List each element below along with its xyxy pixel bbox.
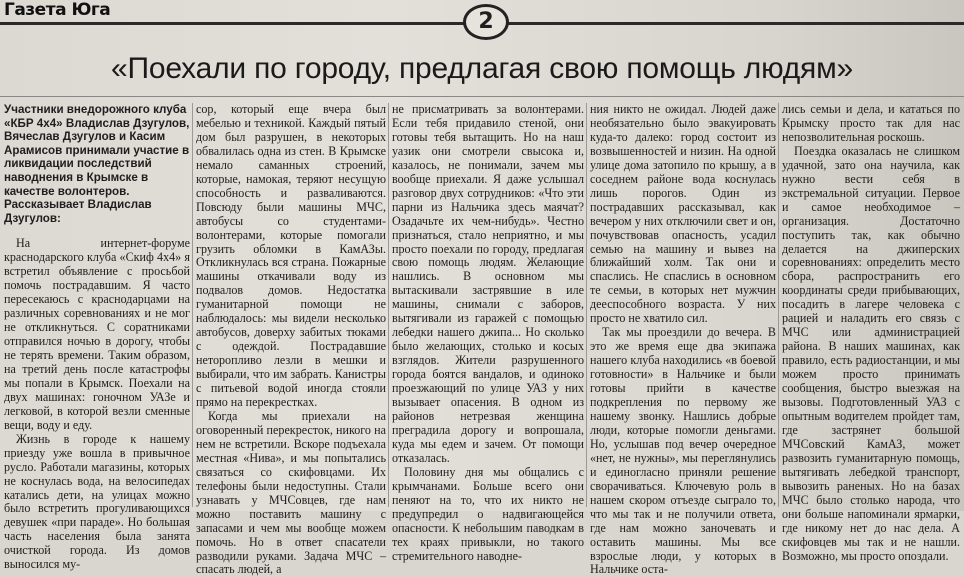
column-paragraph: Когда мы приехали на оговоренный перекресток, никого на нем не встретили. Вскоре подъехала местная «Нива», и мы попытались связаться со скифовцами. Их телефоны были недоступны. Стали узнавать у МЧСовцев, где нам можно поставить машину с запасами и чем мы вообще можем помочь. Но в ответ спасатели разводили руками. Задача МЧС – спасать людей, а [196, 408, 386, 577]
column-divider [388, 103, 389, 507]
article-column-1 [4, 103, 190, 572]
article-column-5 [782, 102, 960, 563]
newspaper-name: Газета Юга [4, 0, 111, 20]
article-column-4 [590, 102, 776, 577]
column-paragraph: Жизнь в городе к нашему приезду уже вошла в привычное русло. Работали магазины, которых не коснулась вода, на велосипедах катались дети, на улицах можно было встретить прогуливающихся девушек «при параде». Но большая часть населения была занята очисткой города. Из домов выносился му- [4, 431, 190, 572]
column-paragraph: На интернет-форуме краснодарского клуба «Скиф 4х4» я встретил объявление с просьбой помочь пострадавшим. Я часто пересекаюсь с краснодарцами на различных соревнованиях и не мог не откликнуться. С соратниками отправился ночью в дорогу, чтобы не терять времени. Таким образом, на третий день после катастрофы мы попали в Крымск. Поехали на двух машинах: гоночном УАЗе и легковой, в которой везли сменные вещи, воду и еду. [4, 236, 190, 432]
column-paragraph: лись семьи и дела, и кататься по Крымску просто так для нас непозволительная роскошь. [782, 102, 960, 144]
article-column-3 [392, 102, 584, 563]
article-headline: «Поехали по городу, предлагая свою помощь людям» [110, 52, 854, 85]
column-paragraph: сор, который еще вчера был мебелью и техникой. Каждый пятый дом был разрушен, в некоторых обвалилась одна из стен. В Крымске немало саманных строений, которые, намокая, теряют несущую способность и разваливаются. Повсюду были машины МЧС, автобусы со студентами-волонтерами, которые помогали грузить обломки в КамАЗы. Откликнулась вся страна. Пожарные машины откачивали воду из подвалов домов. Недостатка гуманитарной помощи не наблюдалось: мы видели несколько автобусов, доверху забитых тюками с одеждой. Пострадавшие неторопливо лезли в мешки и выбирали, что им забрать. Канистры с питьевой водой иногда стояли прямо на перекрестках. [196, 102, 386, 410]
article-column-2 [196, 102, 386, 577]
headline-divider [0, 96, 964, 97]
column-divider [778, 103, 779, 507]
article-lead: Участники внедорожного клуба «КБР 4х4» Владислав Дзугулов, Вячеслав Дзугулов и Касим Арамисов принимали участие в ликвидации последствий наводнения в Крымске в качестве волонтеров. Рассказывает Владислав Дзугулов: [4, 103, 190, 225]
column-paragraph: не присматривать за волонтерами. Если тебя придавило стеной, они готовы тебя вытащить. Но на наш уазик они смотрели свысока и, казалось, не понимали, зачем мы вообще приехали. Я даже услышал разговор двух сотрудников: «Что эти парни из Нальчика здесь маячат? Озадачьте их чем-нибудь». Честно признаться, стало неприятно, и мы просто поехали по городу, предлагая свою помощь людям. Желающие нашлись. В основном мы вытаскивали застрявшие в иле машины, снимали с заборов, вытягивали из гаражей с помощью лебедки нашего джипа... Но сколько было желающих, столько и косых взглядов. Жители разрушенного города боятся вандалов, и одиноко проезжающий по улице УАЗ у них вызывает опасения. В одном из районов нетрезвая женщина преградила дорогу и вопрошала, куда мы едем и зачем. От помощи отказалась. [392, 102, 584, 465]
page-number: 2 [463, 4, 509, 40]
column-paragraph: Половину дня мы общались с крымчанами. Больше всего они пеняют на то, что их никто не предупредил о надвигающейся опасности. К небольшим паводкам в тех краях привыкли, но такого стремительного наводне- [392, 464, 584, 563]
column-paragraph: Так мы проездили до вечера. В это же время еще два экипажа нашего клуба находились «в боевой готовности» в Нальчике и были готовы прийти в качестве подкрепления по первому же нашему звонку. Нашлись добрые люди, которые помогли деньгами. Но, услышав под вечер очередное «нет, не нужны», мы переглянулись и единогласно приняли решение сворачиваться. Ключевую роль в нашем скором отъезде сыграло то, что мы так и не получили ответа, где нам можно заночевать и оставить машины. Мы все взрослые люди, у которых в Нальчике оста- [590, 325, 776, 577]
column-paragraph: Поездка оказалась не слишком удачной, зато она научила, как нужно вести себя в экстремальной ситуации. Первое и самое необходимое – организация. Достаточно поступить так, как обычно делается на джиперских соревнованиях: определить место сбора, распространить его координаты среди прибывающих, посадить в лагере человека с рацией и наладить его связь с МЧС или администрацией района. В наших машинах, как правило, есть радиостанции, и мы можем просто принимать сообщения, быстро выезжая на вызовы. Подготовленный УАЗ с опытным водителем пройдет там, где застрянет большой МЧСовский КамАЗ, может развозить гуманитарную помощь, вытягивать лебедкой транспорт, вывозить раненых. Но на базах МЧС было столько народа, что они больше напоминали ярмарки, где никому нет до нас дела. А скифовцев мы так и не нашли. Возможно, мы просто опоздали. [782, 143, 960, 563]
column-paragraph: ния никто не ожидал. Людей даже необязательно было эвакуировать куда-то далеко: город состоит из возвышенностей и низин. На одной улице дома затопило по крышу, а в соседнем районе вода коснулась лишь порогов. Один из пострадавших рассказывал, как вечером у них отключили свет и он, почувствовав опасность, усадил семью на машину и вывез на ближайший холм. Так они и спаслись. Не спаслись в основном те семьи, в которых нет мужчин дееспособного возраста. У них просто не хватило сил. [590, 102, 776, 326]
column-divider [192, 103, 193, 507]
column-divider [586, 103, 587, 507]
